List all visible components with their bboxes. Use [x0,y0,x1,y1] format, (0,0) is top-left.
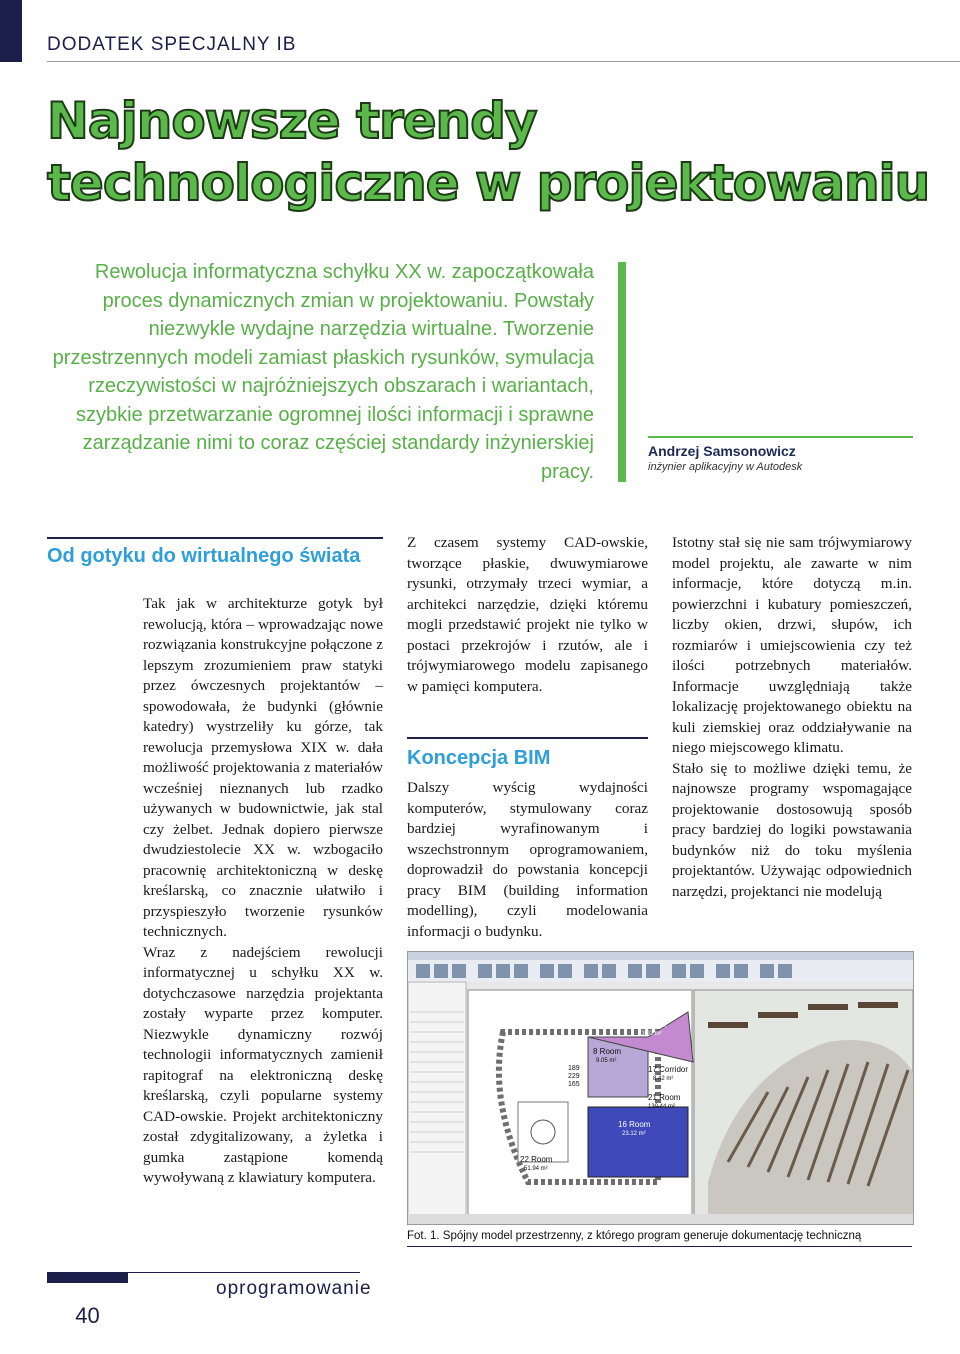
room-label-9: 9 Room [638,1020,667,1029]
figure-caption: Fot. 1. Spójny model przestrzenny, z którego program generuje dokumentację techniczną [407,1230,862,1242]
room-area-17: 8.42 m² [653,1076,674,1082]
article-title: Najnowsze trendy technologiczne w projektowaniu [47,92,930,212]
column3-paragraph-1: Istotny stał się nie sam trójwymiarowy model projektu, ale zawarte w nim informacje, które dotyczą m.in. powierzchni i kubatury pomieszczeń, liczby okien, drzwi, słupów, ich rozmiarów i umiejscowienia czy też ilości potrzebnych materiałów. Informacje uwzględniają także lokalizację projektowanego obiektu na kuli ziemskiej oraz oddziaływanie na niego miejscowego klimatu. [672,534,912,756]
room-area-16: 23.12 m² [622,1131,646,1137]
lead-paragraph: Rewolucja informatyczna schyłku XX w. zapoczątkowała proces dynamicznych zmian w projektowaniu. Powstały niezwykle wydajne narzędzia wirtualne. Tworzenie przestrzennych modeli zamiast płaskich rysunków, symulacja rzeczywistości w najróżniejszych obszarach i wariantach, szybkie przetwarzanie ogromnej ilości informacji i sprawne zarządzanie nimi to coraz częściej standardy inżynierskiej pracy. [52,261,594,483]
dimension-2: 229 [568,1073,580,1080]
room-label-17: 17 Corridor [648,1065,689,1074]
section2-rule [407,737,648,739]
header-rule [47,61,960,62]
author-rule-top [648,436,913,438]
footer-rule [128,1272,360,1273]
room-area-9: 13.92 m² [638,1031,662,1037]
section2-heading: Koncepcja BIM [407,747,551,769]
page-number-strip [47,1272,128,1283]
section-label: DODATEK SPECJALNY IB [47,34,297,55]
column3-body [672,533,912,902]
room-area-8: 9.05 m² [596,1058,617,1064]
section2-paragraph-1: Dalszy wyścig wydajności komputerów, stymulowany coraz bardziej wyrafinowanym i wszechstronnym oprogramowaniem, doprowadził do powstania koncepcji pracy BIM (building information modelling), czyli modelowania informacji o budynku. [407,779,648,940]
section1-paragraph-2: Wraz z nadejściem rewolucji informatycznej u schyłku XX w. dotychczasowe narzędzia projektanta zostały wyparte przez komputer. Niezwykle dynamiczny rozwój technologii informatycznych zamienił rapitograf na elektroniczną deskę kreślarską, czyli popularne systemy CAD-owskie. Projekt architektoniczny został zdygitalizowany, a żyletka i gumka zastąpione komendą wywoływaną z klawiatury komputera. [143,943,383,1186]
section1-rule [47,537,383,539]
section2-body [407,778,648,942]
author-name: Andrzej Samsonowicz [648,443,796,459]
column2-top-paragraph: Z czasem systemy CAD-owskie, tworzące płaskie, dwuwymiarowe rysunki, otrzymały trzeci wymiar, a architekci narzędzie, dzięki któremu mogli przedstawić projekt nie tylko w postaci przekrojów i rzutów, ale i trójwymiarowego modelu zapisanego w pamięci komputera. [407,534,648,695]
dimension-3: 165 [568,1081,580,1088]
section1-paragraph-1: Tak jak w architekturze gotyk był rewolucją, która – wprowadzając nowe rozwiązania konstrukcyjne połączone z lepszym zrozumieniem praw statyki przez ówczesnych projektantów – spowodowała, że budynki (głównie katedry) wystrzeliły ku górze, tak rewolucja przemysłowa XIX w. dała możliwość projektowania z materiałów wcześniej nieznanych lub rzadko używanych w budownictwie, jak stal czy żelbet. Jednak dopiero pierwsze dwudziestolecie XX w. wzbogaciło pracownię architektoniczną w deskę kreślarską, co znacznie ułatwiło i przyspieszyło tworzenie rysunków technicznych. [143,595,383,940]
author-role: inżynier aplikacyjny w Autodesk [648,461,803,473]
figure-screenshot [407,951,914,1225]
page-number: 40 [75,1303,100,1328]
lead-accent-bar [618,262,626,482]
header-bar [0,0,22,62]
room-label-22: 22 Room [520,1155,553,1164]
column3-paragraph-2: Stało się to możliwe dzięki temu, że najnowsze programy wspomagające projektowanie dostosowują sposób pracy bardziej do logiki powstawania budynków niż do toku myślenia projektantów. Używając odpowiednich narzędzi, projektanci nie modelują [672,759,912,900]
room-area-22: 51.94 m² [524,1166,548,1172]
room-label-8: 8 Room [593,1047,622,1056]
figure-caption-rule [407,1246,912,1247]
column2-paragraph [407,533,648,697]
section1-heading: Od gotyku do wirtualnego świata [47,545,361,567]
room-label-16: 16 Room [618,1120,651,1129]
room-area-21: 130.44 m² [648,1104,676,1110]
bim-software-illustration [408,952,913,1224]
dimension-1: 189 [568,1065,580,1072]
footer-section-label: oprogramowanie [216,1278,372,1299]
room-label-21: 21 Room [648,1093,681,1102]
section1-body [143,594,383,1189]
